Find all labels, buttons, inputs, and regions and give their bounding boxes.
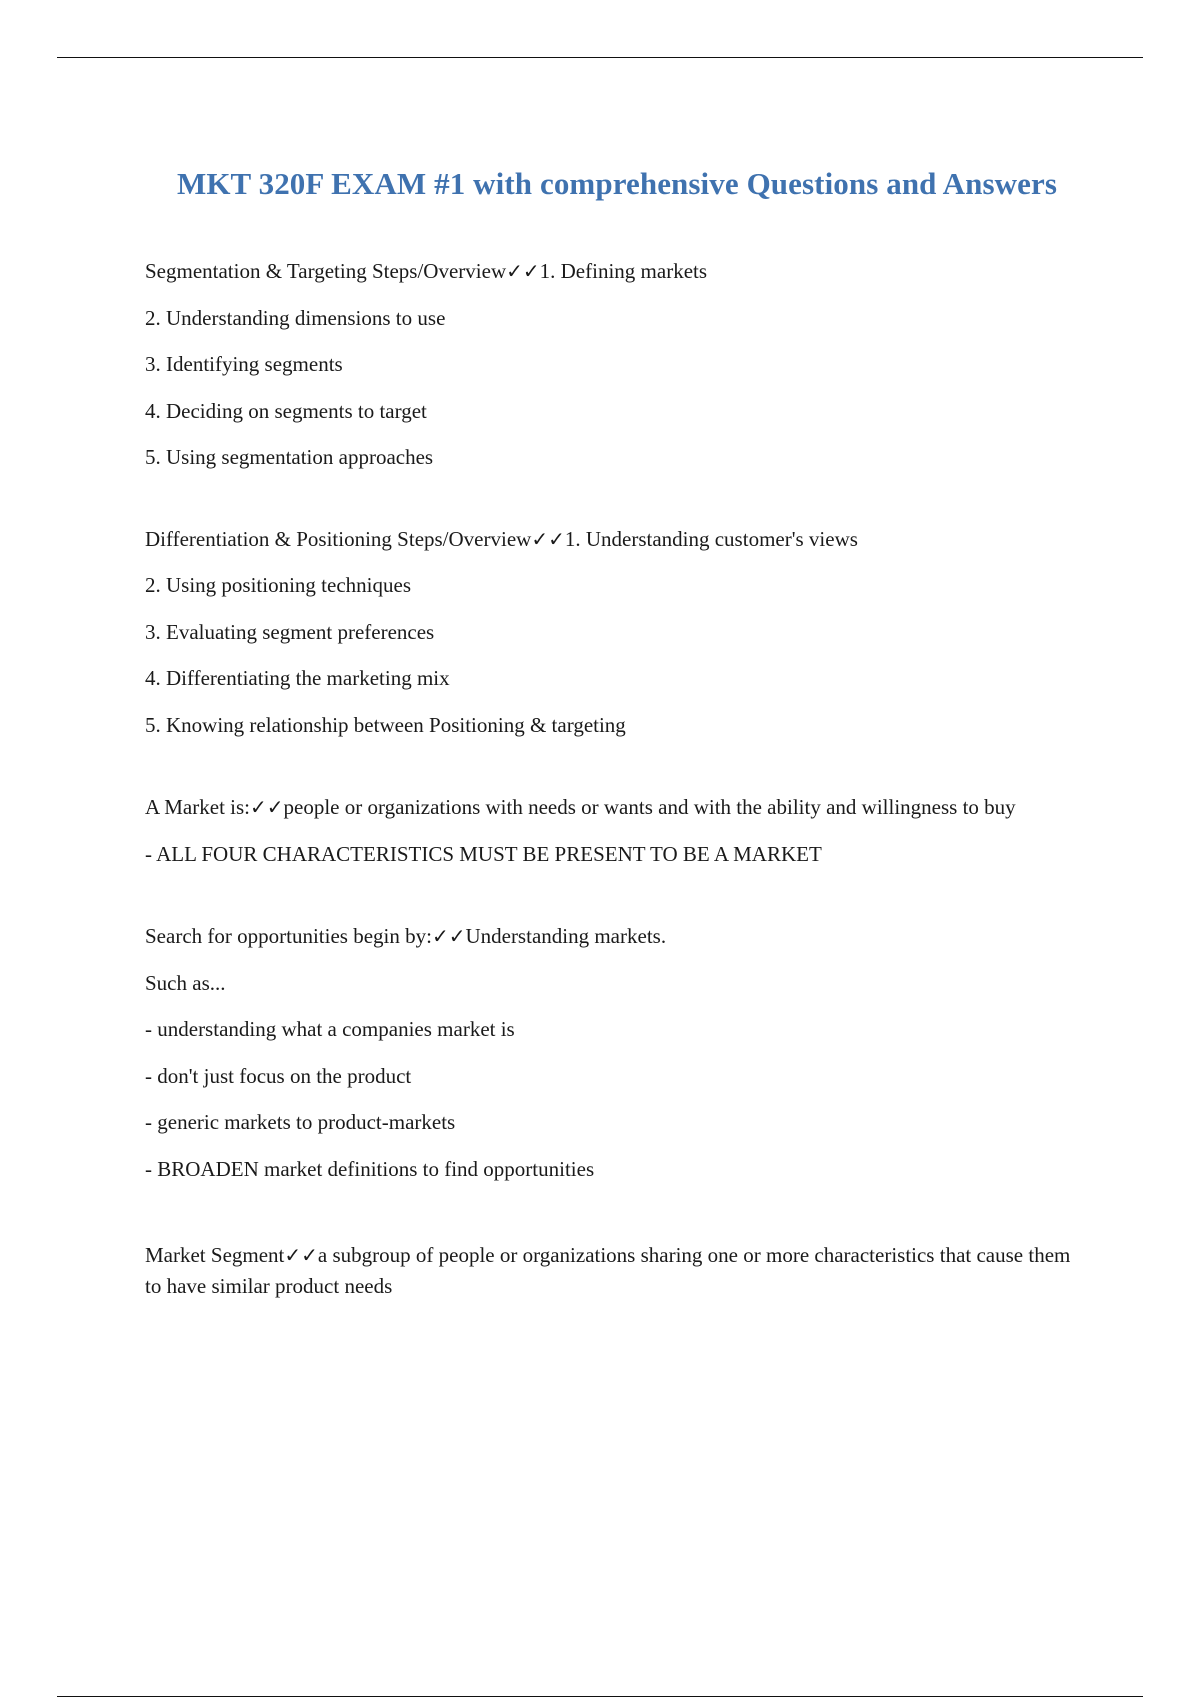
answer-line: 5. Using segmentation approaches bbox=[145, 445, 434, 469]
answer-text: Understanding markets. bbox=[465, 924, 667, 948]
qa-block-opportunities bbox=[145, 921, 1085, 1185]
answer-line: 3. Identifying segments bbox=[145, 352, 343, 376]
answer-line: - ALL FOUR CHARACTERISTICS MUST BE PRESENT TO BE A MARKET bbox=[145, 841, 822, 866]
answer-text: a subgroup of people or organizations sharing one or more characteristics that cause them to have similar product needs bbox=[145, 1243, 1071, 1298]
answer-text: 1. Defining markets bbox=[539, 259, 708, 283]
answer-line: 2. Understanding dimensions to use bbox=[145, 305, 446, 330]
answer-line: - don't just focus on the product bbox=[145, 1063, 412, 1088]
check-mark-icon: ✓✓ bbox=[506, 259, 540, 283]
bottom-rule bbox=[57, 1696, 1143, 1697]
question-text: Market Segment bbox=[145, 1243, 285, 1267]
check-mark-icon: ✓✓ bbox=[284, 1243, 318, 1267]
check-mark-icon: ✓✓ bbox=[431, 924, 466, 948]
qa-block-differentiation bbox=[145, 524, 1085, 741]
answer-line: 5. Knowing relationship between Positioning & targeting bbox=[145, 712, 626, 737]
qa-block-market bbox=[145, 792, 1085, 870]
top-rule bbox=[57, 57, 1143, 58]
answer-line: - understanding what a companies market is bbox=[145, 1017, 515, 1041]
answer-line: 4. Differentiating the marketing mix bbox=[145, 666, 450, 690]
spacer bbox=[145, 756, 1085, 792]
document-body bbox=[145, 256, 1085, 1318]
question-line bbox=[145, 921, 1085, 952]
question-text: Segmentation & Targeting Steps/Overview bbox=[145, 259, 507, 283]
spacer bbox=[145, 885, 1085, 921]
spacer bbox=[145, 1200, 1085, 1240]
answer-line: 3. Evaluating segment preferences bbox=[145, 619, 435, 644]
answer-text: 1. Understanding customer's views bbox=[564, 526, 858, 551]
qa-block-market-segment bbox=[145, 1240, 1085, 1302]
question-line bbox=[145, 524, 1085, 555]
answer-line: 2. Using positioning techniques bbox=[145, 573, 411, 597]
question-line bbox=[145, 256, 1085, 287]
document-title: MKT 320F EXAM #1 with comprehensive Questions and Answers bbox=[176, 166, 1058, 201]
spacer bbox=[145, 489, 1085, 524]
answer-text: people or organizations with needs or wants and with the ability and willingness to buy bbox=[283, 795, 1016, 819]
answer-line: - generic markets to product-markets bbox=[145, 1110, 456, 1134]
check-mark-icon: ✓✓ bbox=[531, 526, 565, 551]
qa-block-segmentation bbox=[145, 256, 1085, 473]
answer-line: 4. Deciding on segments to target bbox=[145, 398, 427, 423]
check-mark-icon: ✓✓ bbox=[250, 795, 284, 819]
question-line bbox=[145, 1240, 1085, 1302]
question-line bbox=[145, 792, 1085, 823]
question-text: Search for opportunities begin by: bbox=[145, 924, 432, 948]
answer-line: Such as... bbox=[145, 970, 226, 995]
answer-line: - BROADEN market definitions to find opportunities bbox=[145, 1156, 595, 1181]
question-text: Differentiation & Positioning Steps/Overview bbox=[145, 526, 532, 551]
question-text: A Market is: bbox=[145, 795, 250, 819]
